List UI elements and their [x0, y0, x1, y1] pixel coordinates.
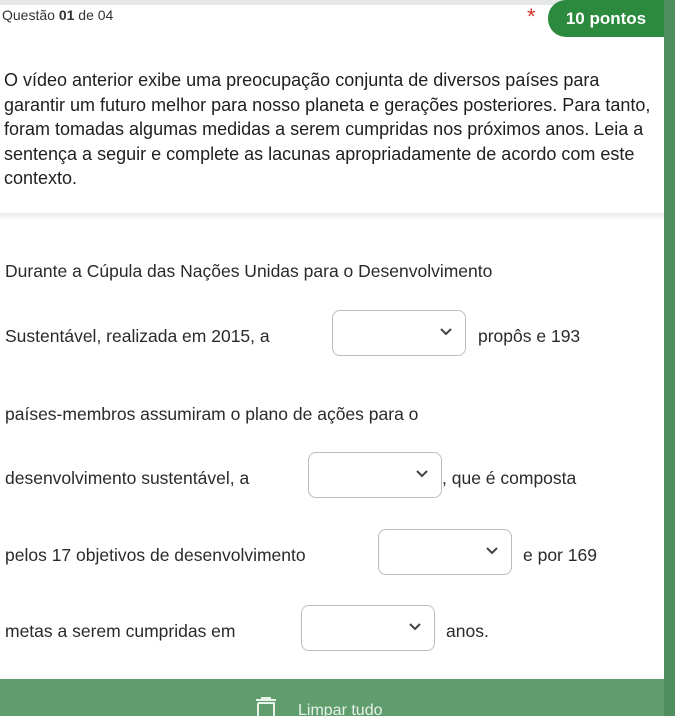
- clear-all-label: Limpar tudo: [298, 702, 383, 719]
- blank-dropdown-3[interactable]: [378, 529, 512, 575]
- sentence-line-6-before: metas a serem cumpridas em: [5, 621, 236, 641]
- chevron-down-icon: [415, 467, 429, 481]
- sentence-line-5-before: pelos 17 objetivos de desenvolvimento: [5, 545, 306, 565]
- points-badge: 10 pontos: [548, 0, 664, 37]
- chevron-down-icon: [439, 325, 453, 339]
- required-asterisk: *: [527, 4, 536, 29]
- sentence-line-2-before: Sustentável, realizada em 2015, a: [5, 326, 270, 346]
- clear-all-button[interactable]: [250, 697, 420, 719]
- sentence-line-4-after: , que é composta: [442, 468, 577, 488]
- question-intro: O vídeo anterior exibe uma preocupação conjunta de diversos países para garantir um futuro melhor para nosso planeta e gerações posteriores. Para tanto, foram tomadas algumas medidas a serem cumpridas nos próximos anos. Leia a sentença a seguir e complete as lacunas apropriadamente de acordo com este contexto.: [4, 70, 651, 188]
- right-edge-strip: [664, 0, 675, 716]
- question-header: [0, 0, 664, 40]
- sentence-line-4-before: desenvolvimento sustentável, a: [5, 468, 250, 488]
- section-divider: [0, 213, 664, 219]
- sentence-line-2-after: propôs e 193: [478, 326, 581, 346]
- sentence-line-3: países-membros assumiram o plano de ações para o: [5, 404, 419, 424]
- sentence-line-6-after: anos.: [446, 621, 489, 641]
- blank-dropdown-2[interactable]: [308, 452, 442, 498]
- trash-icon: [250, 697, 282, 716]
- blank-dropdown-4[interactable]: [301, 605, 435, 651]
- sentence-line-1: Durante a Cúpula das Nações Unidas para o Desenvolvimento: [5, 261, 493, 281]
- question-counter: Questão 01 de 04: [2, 7, 114, 23]
- chevron-down-icon: [485, 544, 499, 558]
- blank-dropdown-1[interactable]: [332, 310, 466, 356]
- sentence-line-5-after: e por 169: [523, 545, 597, 565]
- chevron-down-icon: [408, 620, 422, 634]
